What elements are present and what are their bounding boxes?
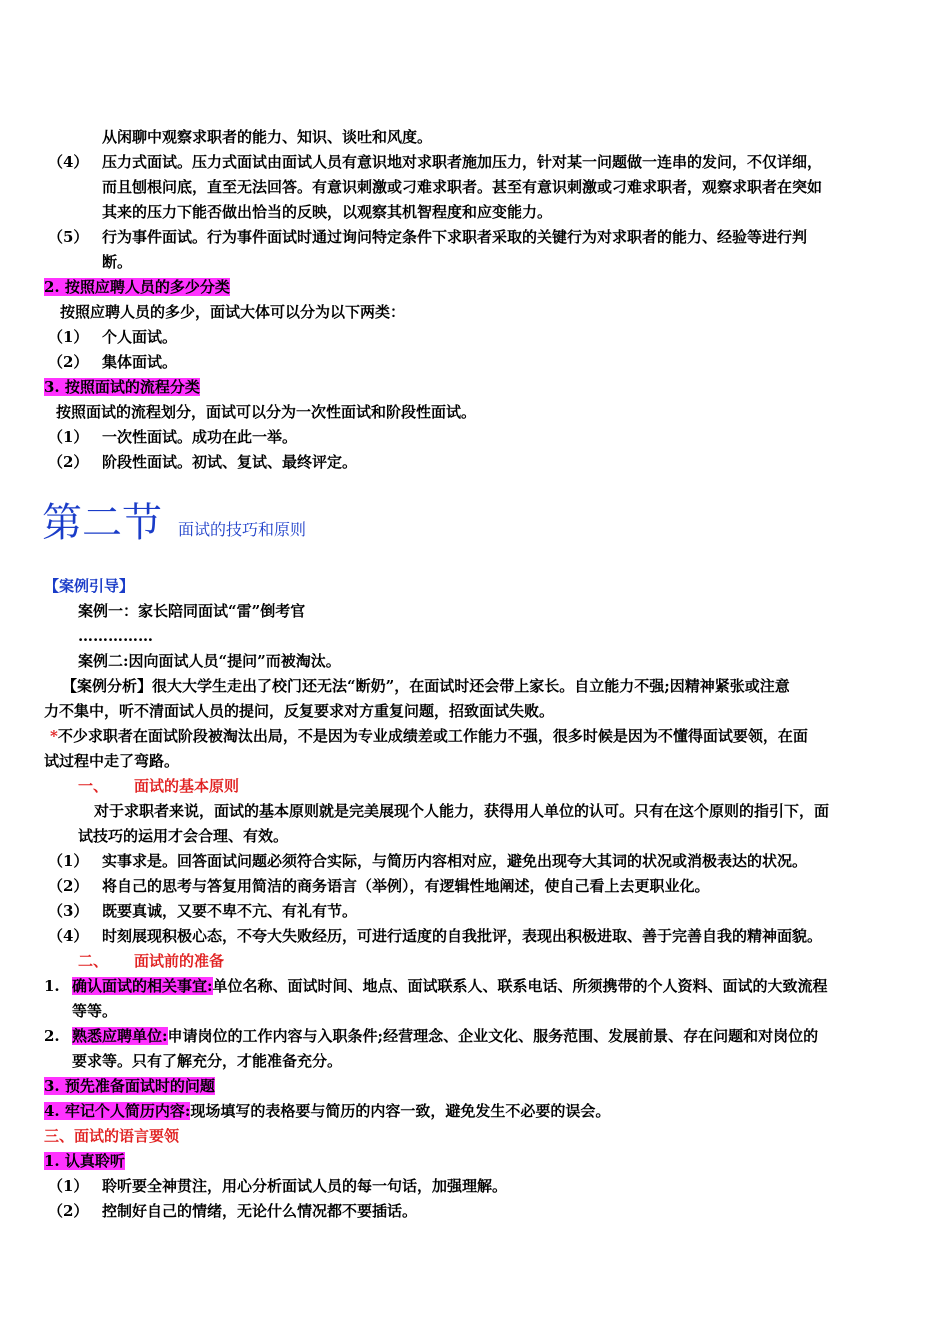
list-number: （3） — [48, 902, 89, 920]
asterisk-mark: * — [50, 727, 58, 745]
list-number: 2. — [44, 1027, 60, 1045]
text-line: 按照应聘人员的多少，面试大体可以分为以下两类： — [60, 303, 406, 321]
text-line: 个人面试。 — [102, 328, 178, 346]
list-number: （2） — [48, 1202, 89, 1220]
text-line: 试过程中走了弯路。 — [44, 752, 180, 770]
text-line: 【案例分析】很大大学生走出了校门还无法“断奶”，在面试时还会带上家长。自立能力不强;因精神紧张或注意 — [62, 677, 790, 695]
list-number: （2） — [48, 453, 89, 471]
highlighted-heading: 2. 按照应聘人员的多少分类 — [44, 278, 230, 296]
text-line: 其来的压力下能否做出恰当的反映，以观察其机智程度和应变能力。 — [102, 203, 553, 221]
text-line: 而且刨根问底，直至无法回答。有意识刺激或刁难求职者。甚至有意识刺激或刁难求职者，观察求职者在突如 — [102, 178, 823, 196]
text-line: 案例二:因向面试人员“提问”而被淘汰。 — [78, 652, 341, 670]
text-line: 单位名称、面试时间、地点、面试联系人、联系电话、所须携带的个人资料、面试的大致流程 — [212, 977, 828, 995]
text-line: 聆听要全神贯注，用心分析面试人员的每一句话，加强理解。 — [102, 1177, 508, 1195]
text-line: 不少求职者在面试阶段被淘汰出局，不是因为专业成绩差或工作能力不强，很多时候是因为不懂得面试要领，在面 — [57, 727, 808, 745]
text-line: 现场填写的表格要与简历的内容一致，避免发生不必要的误会。 — [190, 1102, 611, 1120]
text-line: 一次性面试。成功在此一举。 — [102, 428, 298, 446]
text-line: 阶段性面试。初试、复试、最终评定。 — [102, 453, 358, 471]
text-line: 集体面试。 — [102, 353, 178, 371]
list-number: 1. — [44, 977, 60, 995]
list-number: （4） — [48, 153, 89, 171]
text-line: 力不集中，听不清面试人员的提问，反复要求对方重复问题，招致面试失败。 — [44, 702, 555, 720]
text-line: 行为事件面试。行为事件面试时通过询问特定条件下求职者采取的关键行为对求职者的能力、经验等进行判 — [102, 228, 808, 246]
text-line: 从闲聊中观察求职者的能力、知识、谈吐和风度。 — [102, 128, 433, 146]
list-number: （1） — [48, 428, 89, 446]
text-line: …………… — [78, 627, 153, 645]
heading: 三、面试的语言要领 — [44, 1127, 180, 1145]
list-number: （2） — [48, 877, 89, 895]
text-line: 申请岗位的工作内容与入职条件;经营理念、企业文化、服务范围、发展前景、存在问题和对岗位的 — [167, 1027, 819, 1045]
section-title: 第二节 — [42, 500, 162, 546]
list-number: （2） — [48, 353, 89, 371]
list-number: （1） — [48, 852, 89, 870]
text-line: 要求等。只有了解充分，才能准备充分。 — [72, 1052, 343, 1070]
section-subtitle: 面试的技巧和原则 — [178, 520, 307, 539]
text-line: 按照面试的流程划分，面试可以分为一次性面试和阶段性面试。 — [56, 403, 477, 421]
text-line: 将自己的思考与答复用简洁的商务语言（举例），有逻辑性地阐述，使自己看上去更职业化。 — [102, 877, 710, 895]
heading-number: 一、 — [78, 777, 109, 795]
text-line: 既要真诚，又要不卑不亢、有礼有节。 — [102, 902, 358, 920]
heading: 面试的基本原则 — [134, 777, 240, 795]
text-line: 等等。 — [72, 1002, 118, 1020]
text-line: 压力式面试。压力式面试由面试人员有意识地对求职者施加压力，针对某一问题做一连串的发问，不仅详细， — [102, 153, 823, 171]
highlighted-heading: 3. 按照面试的流程分类 — [44, 378, 200, 396]
highlighted-heading: 熟悉应聘单位: — [72, 1027, 168, 1045]
highlighted-heading: 4. 牢记个人简历内容: — [44, 1102, 191, 1120]
list-number: （1） — [48, 1177, 89, 1195]
list-number: （1） — [48, 328, 89, 346]
text-line: 控制好自己的情绪，无论什么情况都不要插话。 — [102, 1202, 418, 1220]
text-line: 案例一：家长陪同面试“雷”倒考官 — [78, 602, 306, 620]
highlighted-heading: 1. 认真聆听 — [44, 1152, 125, 1170]
text-line: 试技巧的运用才会合理、有效。 — [78, 827, 289, 845]
text-line: 断。 — [102, 253, 133, 271]
text-line: 对于求职者来说，面试的基本原则就是完美展现个人能力，获得用人单位的认可。只有在这个原则的指引下，面 — [94, 802, 830, 820]
case-guide-label: 【案例引导】 — [44, 577, 135, 595]
heading: 面试前的准备 — [134, 952, 225, 970]
highlighted-heading: 确认面试的相关事宜: — [72, 977, 213, 995]
heading-number: 二、 — [78, 952, 109, 970]
list-number: （4） — [48, 927, 89, 945]
text-line: 时刻展现积极心态，不夸大失败经历，可进行适度的自我批评，表现出积极进取、善于完善自我的精神面貌。 — [102, 927, 823, 945]
text-line: 实事求是。回答面试问题必须符合实际，与简历内容相对应，避免出现夸大其词的状况或消极表达的状况。 — [102, 852, 808, 870]
highlighted-heading: 3. 预先准备面试时的问题 — [44, 1077, 215, 1095]
list-number: （5） — [48, 228, 89, 246]
